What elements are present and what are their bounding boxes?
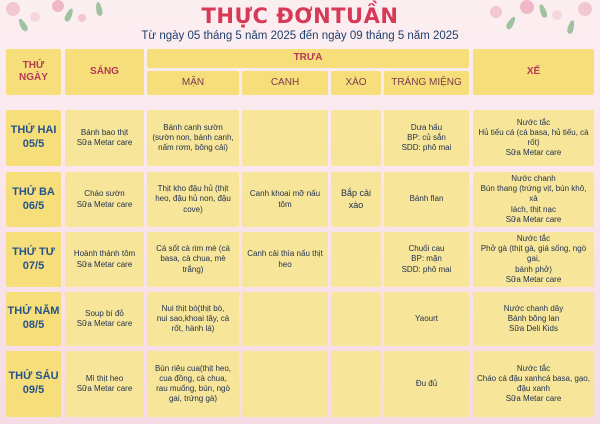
menu-line: Nui thịt bò(thịt bò, — [161, 303, 225, 313]
menu-line: Bánh canh sườn — [163, 122, 223, 132]
day-date: 07/5 — [22, 259, 45, 272]
menu-line: Cá sốt cà rim mè (cá — [156, 244, 230, 254]
menu-line: lách, thịt nạc — [511, 204, 556, 214]
menu-cell-xao — [331, 232, 381, 287]
menu-line: Sữa Metar care — [76, 199, 133, 209]
menu-line: Canh khoai mỡ nấu — [249, 189, 321, 199]
page-title: THỰC ĐƠNTUẦN — [201, 4, 399, 28]
day-name: THỨ HAI — [10, 124, 57, 137]
menu-cell-sang — [65, 351, 144, 417]
menu-cell-xe — [473, 351, 594, 417]
menu-line: heo — [278, 259, 292, 269]
menu-line: Sữa Metar care — [505, 274, 562, 284]
menu-cell-xe — [473, 110, 594, 166]
menu-line: Sữa Metar care — [76, 138, 133, 147]
menu-cell-trang-mieng — [384, 232, 469, 287]
day-name: THỨ TƯ — [12, 245, 55, 258]
menu-line: Mì thịt heo — [85, 373, 124, 383]
menu-line: Sữa Metar care — [505, 148, 562, 158]
header-main-dish — [147, 71, 239, 95]
menu-line: cove) — [183, 204, 203, 214]
menu-line: trắng) — [182, 264, 204, 274]
header-day — [6, 49, 61, 95]
menu-line: Bún riêu cua(thịt heo, — [154, 363, 232, 373]
menu-line: gai, trứng gà) — [168, 394, 218, 404]
menu-cell-xe — [473, 292, 594, 346]
menu-line: nui sao,khoai tây, cà — [156, 313, 230, 323]
menu-cell-trang-mieng — [384, 292, 469, 346]
header-afternoon-snack-label: XẾ — [526, 65, 541, 77]
menu-line: Bánh flan — [409, 194, 444, 204]
day-date: 09/5 — [22, 384, 45, 396]
menu-line: SDD: phô mai — [401, 264, 452, 274]
menu-cell-xao — [331, 110, 381, 166]
menu-line: Canh cải thìa nấu thịt — [247, 249, 323, 259]
menu-cell-xao — [331, 172, 381, 227]
day-cell — [6, 110, 61, 166]
menu-line: đậu xanh — [517, 384, 550, 393]
menu-line: rốt, hành lá) — [171, 324, 215, 334]
menu-line: Chuối cau — [408, 244, 445, 254]
header-breakfast — [65, 49, 144, 95]
menu-line: nấm rơm, bông cải) — [158, 143, 228, 153]
header-main-dish-label: MẶN — [181, 76, 205, 88]
header-afternoon-snack — [473, 49, 594, 95]
day-date: 05/5 — [22, 138, 45, 150]
menu-cell-man — [147, 292, 239, 346]
menu-line: Nước tắc — [516, 117, 551, 127]
menu-line: Cháo sườn — [84, 189, 125, 199]
day-cell — [6, 292, 61, 346]
header-lunch-label: TRƯA — [293, 52, 323, 64]
menu-line: Bắp cải xào — [340, 187, 372, 210]
menu-line: Sữa Metar care — [76, 259, 133, 269]
menu-line: rau muống, bún, ngò — [156, 384, 230, 393]
header-breakfast-label: SÁNG — [90, 65, 119, 77]
menu-line: Cháo cá đậu xanhcá basa, gạo, — [477, 373, 590, 383]
menu-line: tôm — [278, 199, 292, 209]
menu-line: Hoành thánh tôm — [73, 249, 136, 259]
menu-line: Sữa Metar care — [76, 319, 133, 328]
menu-line: Bánh bao thịt — [80, 127, 129, 137]
menu-line: BP: củ sắn — [407, 132, 446, 142]
menu-line: rốt) — [527, 138, 540, 147]
header-soup — [242, 71, 328, 95]
day-cell — [6, 172, 61, 227]
menu-line: Nước chanh dây — [503, 303, 564, 313]
menu-cell-sang — [65, 172, 144, 227]
header-dessert-label: TRÁNG MIỆNG — [391, 76, 462, 88]
header-soup-label: CANH — [270, 76, 300, 88]
menu-line: Soup bí đỏ — [85, 308, 124, 318]
menu-cell-canh — [242, 292, 328, 346]
menu-line: Bánh bông lan — [507, 313, 560, 323]
menu-line: cua đồng, cà chua, — [159, 373, 227, 383]
menu-line: Sữa Deli Kids — [509, 324, 558, 334]
menu-line: Phở gà (thịt gà, giá sống, ngò gai, — [480, 244, 587, 264]
day-name: THỨ BA — [12, 185, 55, 198]
day-name: THỨ NĂM — [7, 305, 60, 318]
day-name: THỨ SÁU — [8, 370, 59, 383]
menu-cell-trang-mieng — [384, 110, 469, 166]
menu-line: Nước tắc — [516, 363, 551, 373]
menu-cell-trang-mieng — [384, 351, 469, 417]
menu-line: Nước tắc — [516, 233, 551, 243]
menu-line: BP: mặn — [411, 254, 442, 264]
menu-cell-canh — [242, 232, 328, 287]
menu-line: Đu đủ — [415, 378, 438, 388]
menu-line: Bún thang (trứng vịt, bún khô, xà — [480, 184, 587, 204]
menu-cell-sang — [65, 292, 144, 346]
menu-line: heo, đậu hủ non, đậu — [155, 194, 231, 204]
menu-cell-xao — [331, 292, 381, 346]
menu-line: Dưa hấu — [410, 122, 443, 132]
day-date: 06/5 — [22, 199, 45, 212]
menu-line: bánh phở) — [515, 264, 552, 274]
header-dessert — [384, 71, 469, 95]
menu-cell-man — [147, 110, 239, 166]
menu-cell-sang — [65, 232, 144, 287]
menu-cell-xe — [473, 172, 594, 227]
menu-line: Hủ tiếu cá (cá basa, hủ tiếu, cà — [478, 127, 589, 137]
menu-cell-canh — [242, 351, 328, 417]
menu-line: basa, cà chua, mè — [160, 254, 226, 264]
menu-line: Sữa Metar care — [505, 394, 562, 404]
menu-line: Sữa Metar care — [76, 384, 133, 393]
header-stir-fry — [331, 71, 381, 95]
header-lunch — [147, 49, 469, 68]
menu-cell-man — [147, 351, 239, 417]
menu-cell-man — [147, 172, 239, 227]
header-stir-fry-label: XÀO — [345, 76, 367, 88]
header-day-label: THỨ NGÀY — [19, 59, 48, 83]
menu-line: Nước chanh — [511, 173, 556, 183]
menu-cell-trang-mieng — [384, 172, 469, 227]
menu-line: Thịt kho đậu hủ (thịt — [157, 184, 229, 194]
menu-line: SDD: phô mai — [401, 143, 452, 153]
menu-cell-man — [147, 232, 239, 287]
menu-cell-canh — [242, 110, 328, 166]
menu-cell-sang — [65, 110, 144, 166]
menu-line: Yaourt — [415, 313, 438, 323]
menu-cell-canh — [242, 172, 328, 227]
menu-line: Sữa Metar care — [505, 214, 562, 224]
day-date: 08/5 — [22, 319, 45, 331]
menu-line: (sườn non, bánh canh, — [152, 132, 234, 142]
date-range-subtitle: Từ ngày 05 tháng 5 năm 2025 đến ngày 09 tháng 5 năm 2025 — [141, 30, 459, 42]
day-cell — [6, 232, 61, 287]
menu-cell-xao — [331, 351, 381, 417]
day-cell — [6, 351, 61, 417]
menu-cell-xe — [473, 232, 594, 287]
